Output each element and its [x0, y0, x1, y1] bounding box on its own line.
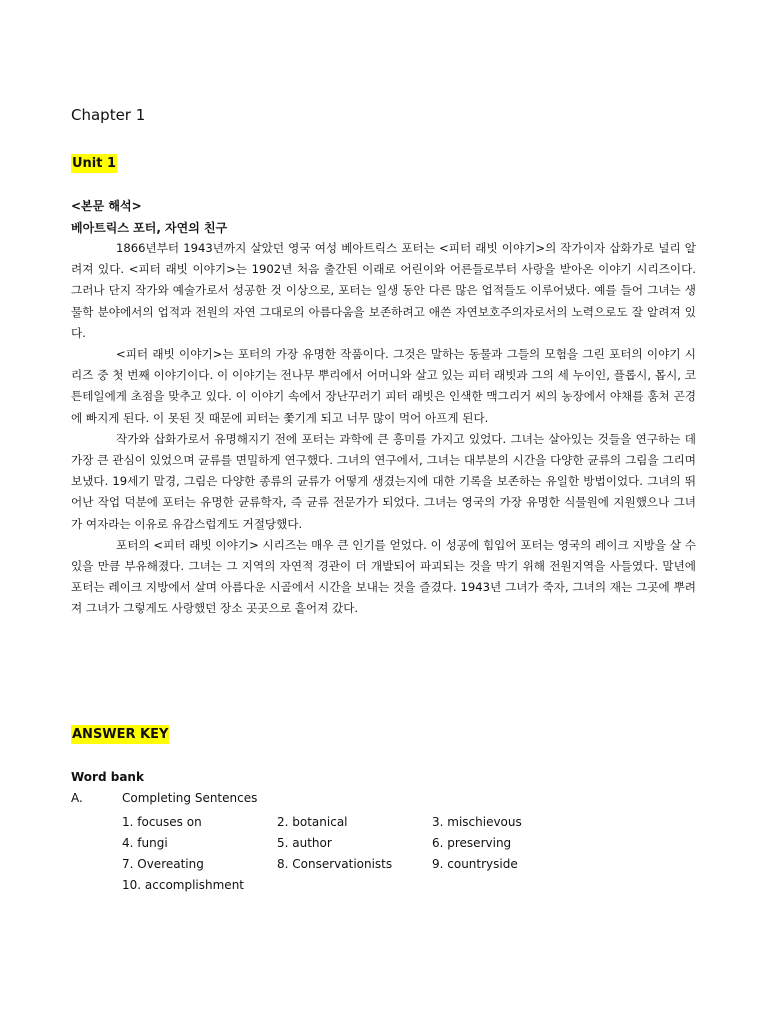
chapter-heading: Chapter 1 [71, 106, 146, 124]
paragraph: 작가와 삽화가로서 유명해지기 전에 포터는 과학에 큰 흥미를 가지고 있었다. 그녀는 살아있는 것들을 연구하는 데 가장 큰 관심이 있었으며 균류를 면밀하게 연구했다. 그녀의 연구에서, 그녀는 대부분의 시간을 다양한 균류의 그림을 그리며 보냈다. 19세기 말경, 그림은 다양한 종류의 균류가 어떻게 생겼는지에 대한 기록을 보존하는 유일한 방법이었다. 그녀의 뛰어난 작업 덕분에 포터는 유명한 균류학자, 즉 균류 전문가가 되었다. 그녀는 영국의 가장 유명한 식물원에 지원했으나 그녀가 여자라는 이유로 유감스럽게도 거절당했다. [71, 431, 696, 531]
section-a-name: Completing Sentences [122, 791, 258, 805]
answer-item: 7. Overeating [122, 857, 204, 871]
paragraph: 포터의 <피터 래빗 이야기> 시리즈는 매우 큰 인기를 얻었다. 이 성공에 힘입어 포터는 영국의 레이크 지방을 살 수 있을 만큼 부유해졌다. 그녀는 그 지역의 자연적 경관이 더 개발되어 파괴되는 것을 막기 위해 전원지역을 사들였다. 말년에 포터는 레이크 지방에서 살며 아름다운 시골에서 시간을 보내는 것을 즐겼다. 1943년 그녀가 죽자, 그녀의 재는 그곳에 뿌려져 그녀가 그렇게도 사랑했던 장소 곳곳으로 흩어져 갔다. [71, 537, 696, 616]
section-label: <본문 해석> [71, 199, 142, 213]
story-title: 베아트릭스 포터, 자연의 친구 [71, 221, 228, 235]
answer-key-heading [71, 723, 169, 744]
answer-item: 6. preserving [432, 836, 512, 850]
paragraph: <피터 래빗 이야기>는 포터의 가장 유명한 작품이다. 그것은 말하는 동물과 그들의 모험을 그린 포터의 이야기 시리즈 중 첫 번째 이야기이다. 이 이야기는 전나무 뿌리에서 어머니와 살고 있는 피터 래빗과 그의 세 누이인, 플롭시, 몹시, 코튼테일에게 초점을 맞추고 있다. 이 이야기 속에서 장난꾸러기 피터 래빗은 인색한 맥그리거 씨의 농장에서 야채를 훔쳐 곤경에 빠지게 된다. 이 못된 짓 때문에 피터는 쫓기게 되고 너무 많이 먹어 아프게 된다. [71, 347, 696, 425]
answer-item: 4. fungi [122, 836, 168, 850]
translation-body [71, 238, 696, 620]
word-bank-heading: Word bank [71, 770, 144, 784]
answer-item: 2. botanical [277, 815, 348, 829]
answer-key-label: ANSWER KEY [72, 727, 169, 742]
unit-heading [71, 152, 117, 173]
answer-item: 3. mischievous [432, 815, 522, 829]
section-a-letter: A. [71, 791, 83, 805]
answer-item: 8. Conservationists [277, 857, 393, 871]
answer-item: 5. author [277, 836, 332, 850]
answer-item: 1. focuses on [122, 815, 202, 829]
unit-label: Unit 1 [72, 156, 117, 171]
answer-item: 9. countryside [432, 857, 518, 871]
answer-item: 10. accomplishment [122, 878, 245, 892]
paragraph: 1866년부터 1943년까지 살았던 영국 여성 베아트릭스 포터는 <피터 래빗 이야기>의 작가이자 삽화가로 널리 알려져 있다. <피터 래빗 이야기>는 1902년 처음 출간된 이래로 어린이와 어른들로부터 사랑을 받아온 이야기 시리즈이다. 그러나 단지 작가와 예술가로서 성공한 것 이상으로, 포터는 일생 동안 다른 많은 업적들도 이루어냈다. 예를 들어 그녀는 생물학 분야에서의 업적과 전원의 자연 그대로의 아름다움을 보존하려고 애쓴 자연보호주의자로서의 노력으로도 잘 알려져 있다. [71, 241, 696, 340]
